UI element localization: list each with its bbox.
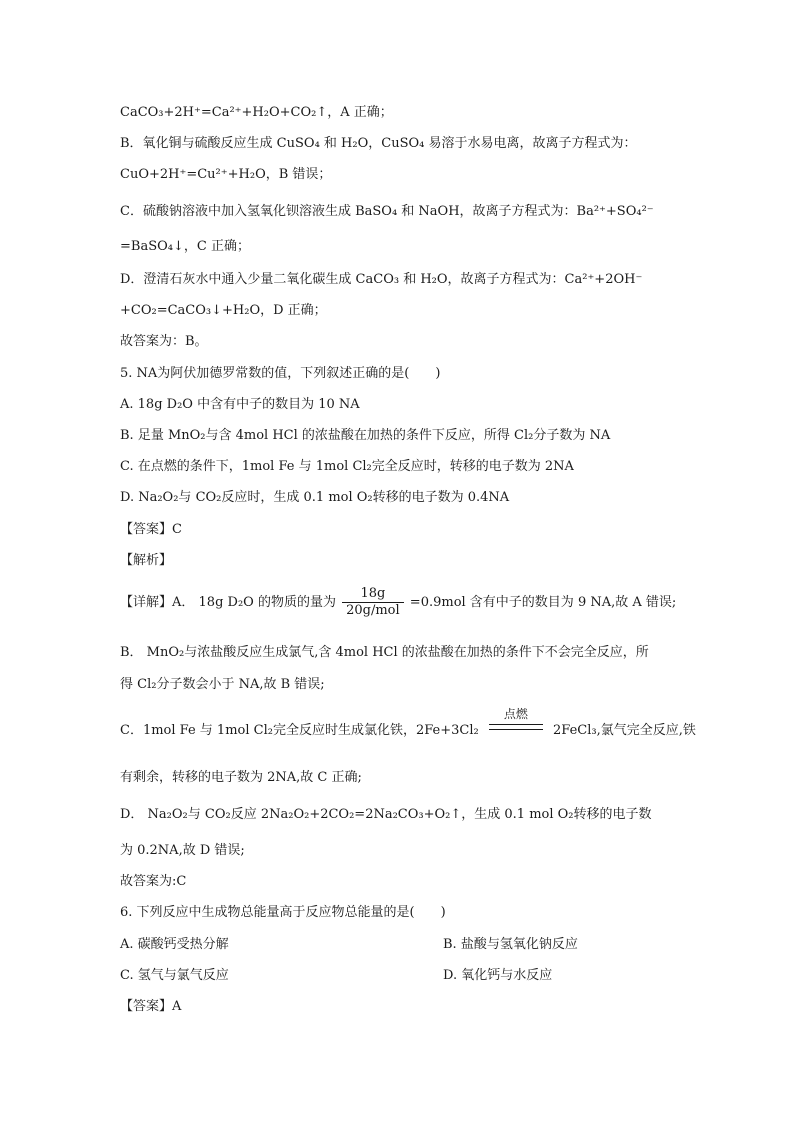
- question-6-answer: 【答案】A: [120, 999, 182, 1014]
- question-6-option-a: A. 碳酸钙受热分解: [120, 937, 229, 952]
- question-5-detail-b-line1: B． MnO₂与浓盐酸反应生成氯气,含 4mol HCl 的浓盐酸在加热的条件下不会完全反应，所: [120, 645, 649, 660]
- question-5-detail-d-line2: 为 0.2NA,故 D 错误;: [120, 843, 245, 858]
- answer-line-q4: 故答案为：B。: [120, 334, 208, 349]
- question-5-analysis-heading: 【解析】: [120, 553, 173, 568]
- question-6-stem: 6. 下列反应中生成物总能量高于反应物总能量的是( ): [120, 905, 446, 920]
- question-5-detail-a: [120, 586, 676, 619]
- question-5-option-d: D. Na₂O₂与 CO₂反应时，生成 0.1 mol O₂转移的电子数为 0.4NA: [120, 490, 510, 505]
- question-5-option-c: C. 在点燃的条件下，1mol Fe 与 1mol Cl₂完全反应时，转移的电子数为 2NA: [120, 459, 574, 474]
- text-line-cuo-equation: CuO+2H⁺=Cu²⁺+H₂O，B 错误；: [120, 167, 332, 182]
- question-5-option-a: A. 18g D₂O 中含有中子的数目为 10 NA: [120, 397, 360, 412]
- text-line-co2-equation: +CO₂=CaCO₃↓+H₂O，D 正确；: [120, 303, 327, 318]
- question-6-option-b: B. 盐酸与氢氧化钠反应: [443, 937, 578, 952]
- question-5-answer: 【答案】C: [120, 522, 182, 537]
- fraction-numerator: 18g: [342, 586, 404, 603]
- question-5-stem: 5. NA为阿伏加德罗常数的值，下列叙述正确的是( ): [120, 366, 441, 381]
- text-line-caco3-equation: CaCO₃+2H⁺=Ca²⁺+H₂O+CO₂↑，A 正确；: [120, 105, 393, 120]
- question-5-detail-c-line2: 有剩余，转移的电子数为 2NA,故 C 正确;: [120, 770, 362, 785]
- reaction-condition-arrow: [483, 707, 549, 737]
- detail-a-suffix: =0.9mol 含有中子的数目为 9 NA,故 A 错误;: [409, 595, 677, 610]
- question-5-option-b: B. 足量 MnO₂与含 4mol HCl 的浓盐酸在加热的条件下反应，所得 Cl₂分子数为 NA: [120, 428, 611, 443]
- question-5-detail-d-line1: D． Na₂O₂与 CO₂反应 2Na₂O₂+2CO₂=2Na₂CO₃+O₂↑，生成 0.1 mol O₂转移的电子数: [120, 807, 652, 822]
- double-line-sign: [489, 724, 543, 730]
- detail-c-prefix: C．1mol Fe 与 1mol Cl₂完全反应时生成氯化铁，2Fe+3Cl₂: [120, 723, 479, 738]
- text-line-baso4-equation: =BaSO₄↓，C 正确；: [120, 239, 250, 254]
- text-line-option-d-explanation: D．澄清石灰水中通入少量二氧化碳生成 CaCO₃ 和 H₂O，故离子方程式为：Ca²⁺+2OH⁻: [120, 272, 643, 287]
- detail-c-suffix: 2FeCl₃,氯气完全反应,铁: [553, 723, 696, 738]
- question-6-option-d: D. 氧化钙与水反应: [443, 968, 553, 983]
- text-line-option-b-explanation: B．氧化铜与硫酸反应生成 CuSO₄ 和 H₂O，CuSO₄ 易溶于水易电离，故离子方程式为：: [120, 136, 637, 151]
- question-5-final-answer: 故答案为:C: [120, 874, 187, 889]
- question-5-detail-b-line2: 得 Cl₂分子数会小于 NA,故 B 错误;: [120, 677, 325, 692]
- question-6-option-c: C. 氢气与氯气反应: [120, 968, 229, 983]
- text-line-option-c-explanation: C．硫酸钠溶液中加入氢氧化钡溶液生成 BaSO₄ 和 NaOH，故离子方程式为：Ba²⁺+SO₄²⁻: [120, 204, 654, 219]
- question-5-detail-c-line1: [120, 707, 696, 738]
- molar-fraction: [342, 586, 404, 619]
- reaction-condition-label: 点燃: [503, 707, 528, 721]
- detail-a-prefix: 【详解】A． 18g D₂O 的物质的量为: [120, 595, 336, 610]
- fraction-denominator: 20g/mol: [346, 603, 400, 618]
